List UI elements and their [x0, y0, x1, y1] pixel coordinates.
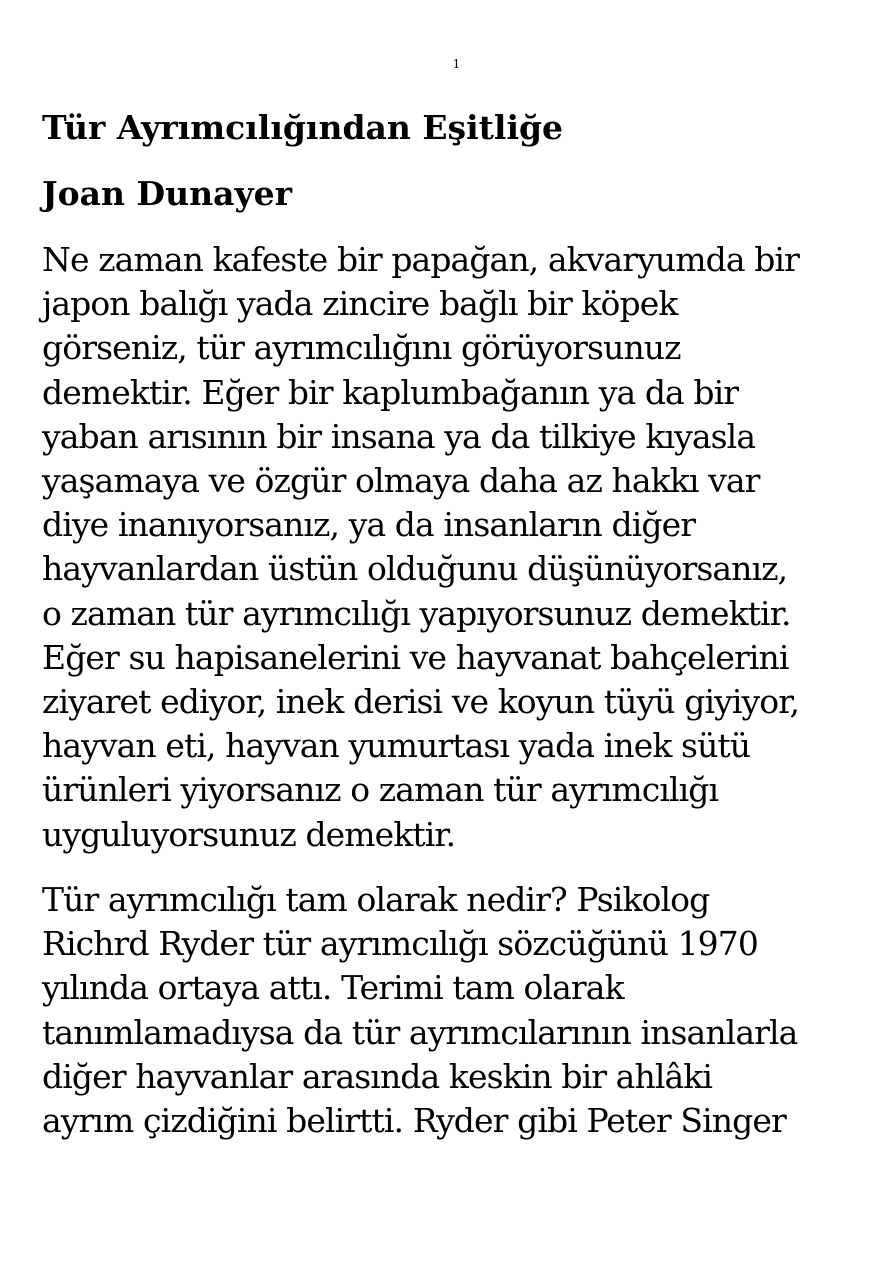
body-paragraph-1: [42, 238, 799, 857]
text-line: yaşamaya ve özgür olmaya daha az hakkı var: [42, 461, 760, 501]
document-title: Tür Ayrımcılığından Eşitliğe: [42, 108, 564, 147]
text-line: yaban arısının bir insana ya da tilkiye kıyasla: [42, 416, 756, 456]
text-line: yılında ortaya attı. Terimi tam olarak: [42, 968, 624, 1008]
text-line: diye inanıyorsanız, ya da insanların diğer: [42, 505, 696, 545]
text-line: hayvanlardan üstün olduğunu düşünüyorsanız,: [42, 549, 788, 589]
text-line: ürünleri yiyorsanız o zaman tür ayrımcılığı: [42, 770, 719, 810]
text-line: uyguluyorsunuz demektir.: [42, 814, 456, 854]
body-paragraph-2: [42, 878, 797, 1143]
text-line: Ne zaman kafeste bir papağan, akvaryumda bir: [42, 240, 799, 279]
text-line: Eğer su hapisanelerini ve hayvanat bahçelerini: [42, 637, 789, 677]
text-line: Richrd Ryder tür ayrımcılığı sözcüğünü 1970: [42, 924, 758, 964]
page-number: 1: [452, 57, 461, 71]
document-author: Joan Dunayer: [42, 174, 293, 213]
text-line: tanımlamadıysa da tür ayrımcılarının insanlarla: [42, 1012, 798, 1052]
text-line: o zaman tür ayrımcılığı yapıyorsunuz demektir.: [42, 593, 791, 633]
text-line: japon balığı yada zincire bağlı bir köpek: [42, 284, 678, 324]
text-line: ayrım çizdiğini belirtti. Ryder gibi Peter Singer: [42, 1101, 786, 1141]
text-line: görseniz, tür ayrımcılığını görüyorsunuz: [42, 328, 681, 368]
text-line: hayvan eti, hayvan yumurtası yada inek sütü: [42, 726, 751, 766]
text-line: ziyaret ediyor, inek derisi ve koyun tüyü giyiyor,: [42, 682, 800, 722]
text-line: diğer hayvanlar arasında keskin bir ahlâki: [42, 1056, 712, 1096]
text-line: demektir. Eğer bir kaplumbağanın ya da bir: [42, 372, 739, 412]
text-line: Tür ayrımcılığı tam olarak nedir? Psikolog: [42, 880, 710, 919]
